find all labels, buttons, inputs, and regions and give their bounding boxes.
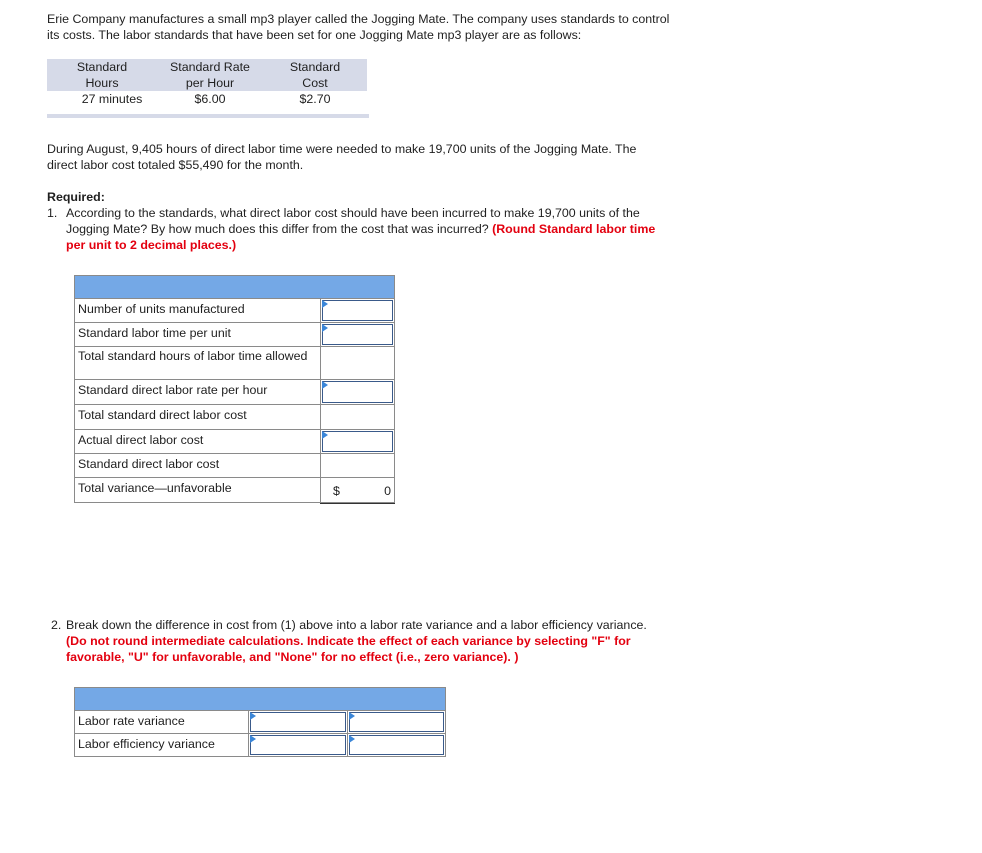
row-label-total-std-cost: Total standard direct labor cost: [75, 405, 321, 429]
standard-time-per-unit-input[interactable]: [322, 324, 393, 345]
total-standard-cost-cell: [321, 405, 394, 429]
table-row: [74, 380, 395, 405]
table-row: [74, 347, 395, 380]
table-row: [74, 454, 395, 478]
row-label-actual-cost: Actual direct labor cost: [75, 430, 321, 453]
standard-direct-labor-cost-cell: [321, 454, 394, 477]
input-marker-icon: [322, 431, 328, 439]
currency-symbol: $: [333, 484, 340, 498]
input-marker-icon: [349, 735, 355, 743]
intro-text: Erie Company manufactures a small mp3 player called the Jogging Mate. The company uses standards to control its costs. The labor standards that have been set for one Jogging Mate mp3 player are as follows:: [47, 12, 670, 42]
standard-hours-header: Standard Hours: [76, 60, 128, 90]
table-row: [74, 734, 446, 757]
question-2-text: Break down the difference in cost from (1) above into a labor rate variance and a labor efficiency variance.: [66, 618, 647, 632]
august-data-text: During August, 9,405 hours of direct labor time were needed to make 19,700 units of the Jogging Mate. The direct labor cost totaled $55,490 for the month.: [47, 142, 637, 172]
actual-direct-labor-cost-input[interactable]: [322, 431, 393, 452]
standard-rate-header: Standard Rate per Hour: [170, 60, 250, 90]
total-variance-value: 0: [384, 484, 391, 498]
question-2-number: 2.: [51, 618, 62, 632]
row-label-rate-variance: Labor rate variance: [75, 711, 249, 733]
standard-cost-table: [74, 275, 395, 505]
table-row: [74, 323, 395, 347]
double-underline: [320, 503, 395, 505]
variance-table: [74, 687, 446, 757]
input-marker-icon: [250, 712, 256, 720]
input-marker-icon: [322, 300, 328, 308]
standards-table: [47, 59, 367, 119]
row-label-total-std-hours: Total standard hours of labor time allowed: [75, 347, 321, 379]
input-marker-icon: [322, 381, 328, 389]
labor-rate-variance-effect-select[interactable]: [349, 712, 444, 732]
standards-footer-bar: [47, 114, 369, 118]
table-row: [74, 299, 395, 323]
question-1-number: 1.: [47, 206, 58, 220]
labor-efficiency-variance-effect-select[interactable]: [349, 735, 444, 755]
standard-rate-per-hour-input[interactable]: [322, 381, 393, 403]
table-header-bar: [74, 687, 446, 711]
labor-efficiency-variance-amount-input[interactable]: [250, 735, 346, 755]
required-heading: Required:: [47, 190, 105, 204]
table-row: [74, 405, 395, 430]
table-row: [74, 430, 395, 454]
standard-cost-header: Standard Cost: [289, 60, 341, 90]
row-label-std-rate: Standard direct labor rate per hour: [75, 380, 321, 404]
standard-hours-value: 27 minutes: [81, 92, 143, 106]
question-1-note: (Round Standard labor time per unit to 2 decimal places.): [66, 222, 656, 252]
input-marker-icon: [250, 735, 256, 743]
labor-rate-variance-amount-input[interactable]: [250, 712, 346, 732]
total-variance-cell: [321, 478, 394, 502]
table-row: [74, 711, 446, 734]
standard-rate-value: $6.00: [194, 92, 226, 106]
question-1-text: According to the standards, what direct labor cost should have been incurred to make 19,700 units of the Jogging Mate? By how much does this differ from the cost that was incurred?: [66, 206, 640, 236]
question-2-note: (Do not round intermediate calculations. Indicate the effect of each variance by selecting "F" for favorable, "U" for unfavorable, and "None" for no effect (i.e., zero variance). ): [66, 634, 631, 664]
row-label-efficiency-variance: Labor efficiency variance: [75, 734, 249, 756]
table-header-bar: [74, 275, 395, 299]
row-label-std-cost: Standard direct labor cost: [75, 454, 321, 477]
table-row: [74, 478, 395, 503]
input-marker-icon: [322, 324, 328, 332]
input-marker-icon: [349, 712, 355, 720]
total-standard-hours-cell: [321, 347, 394, 379]
row-label-std-time: Standard labor time per unit: [75, 323, 321, 346]
row-label-total-variance: Total variance—unfavorable: [75, 478, 321, 502]
standard-cost-value: $2.70: [299, 92, 331, 106]
row-label-units: Number of units manufactured: [75, 299, 321, 322]
units-manufactured-input[interactable]: [322, 300, 393, 321]
